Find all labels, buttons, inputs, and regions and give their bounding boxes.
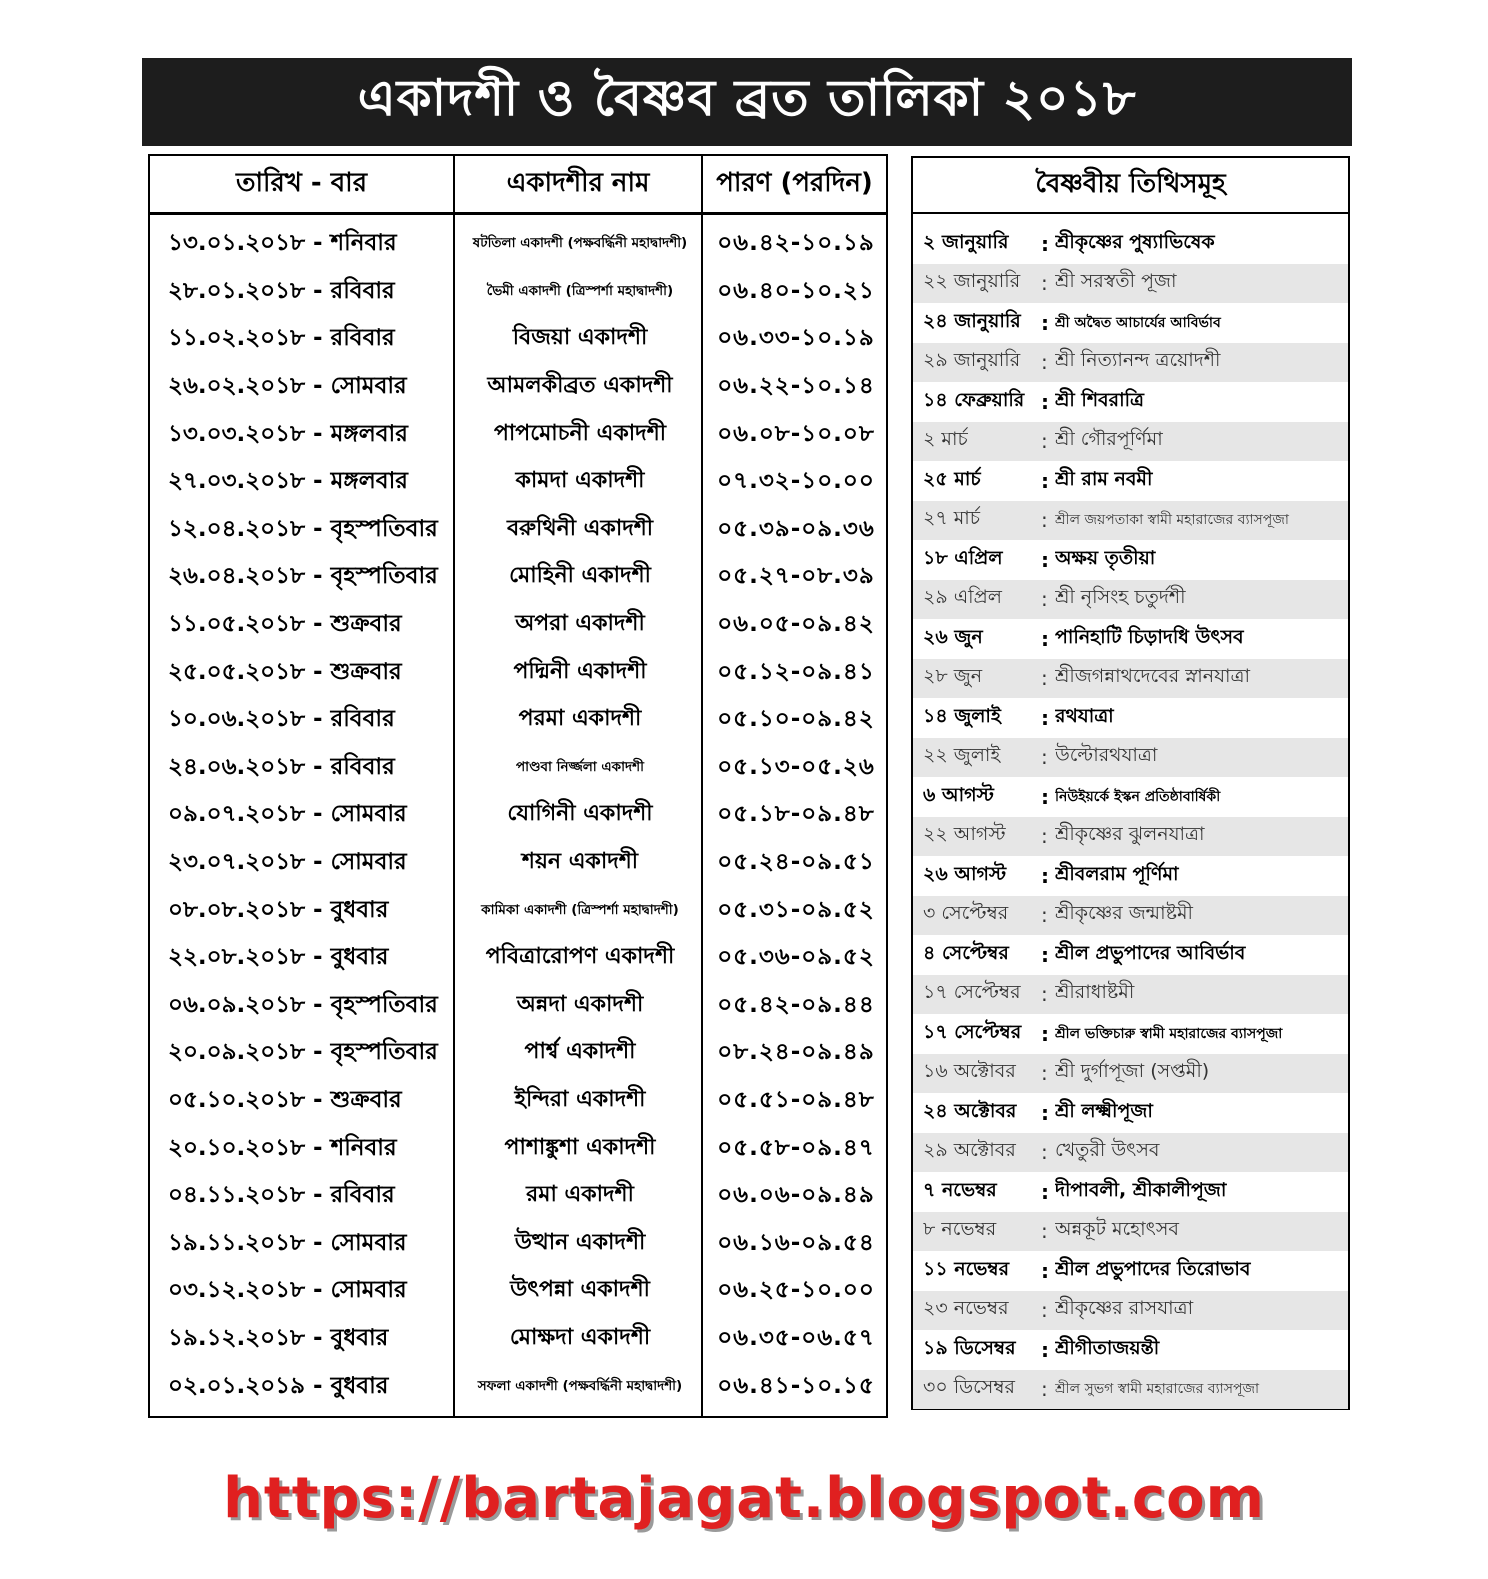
table-row <box>150 839 886 887</box>
ekadashi-date: ০২.০১.২০১৯ - বুধবার <box>168 1372 389 1399</box>
separator: : <box>1041 1219 1048 1244</box>
list-item <box>913 1251 1348 1291</box>
parana-time: ০৫.২৪-০৯.৫১ <box>717 849 875 876</box>
tithi-date: ২৪ অক্টোবর <box>923 1099 1017 1122</box>
ekadashi-date: ১১.০২.২০১৮ - রবিবার <box>168 325 395 352</box>
tithi-event: শ্রীকৃষ্ণের রাসযাত্রা <box>1055 1297 1194 1320</box>
tithi-date: ৩ সেপ্টেম্বর <box>923 902 1009 925</box>
website-url: https://bartajagat.blogspot.com <box>223 1466 1265 1531</box>
parana-time: ০৬.০৫-০৯.৪২ <box>717 611 875 638</box>
table-row <box>150 553 886 601</box>
tithi-event: শ্রীকৃষ্ণের ঝুলনযাত্রা <box>1055 823 1205 846</box>
separator: : <box>1041 587 1048 612</box>
tithi-date: ১৭ সেপ্টেম্বর <box>923 981 1021 1004</box>
ekadashi-name: পদ্মিনী একাদশী <box>513 658 647 684</box>
ekadashi-name: যোগিনী একাদশী <box>507 801 653 827</box>
tithi-date: ২৭ মার্চ <box>923 507 981 530</box>
table-row <box>150 315 886 363</box>
separator: : <box>1041 1140 1048 1165</box>
ekadashi-date: ১২.০৪.২০১৮ - বৃহস্পতিবার <box>168 515 438 542</box>
header-ekadashi-name: একাদশীর নাম <box>506 168 650 198</box>
table-row <box>150 1172 886 1220</box>
ekadashi-name: ভৈমী একাদশী (ত্রিস্পর্শা মহাদ্বাদশী) <box>486 282 674 299</box>
tithi-date: ৬ আগস্ট <box>923 783 994 806</box>
table-row <box>150 648 886 696</box>
tithi-event: উল্টোরথযাত্রা <box>1055 744 1158 767</box>
list-item <box>913 264 1348 304</box>
table-row <box>150 506 886 554</box>
tithi-event: নিউইয়র্কে ইস্কন প্রতিষ্ঠাবার্ষিকী <box>1055 788 1221 805</box>
tithi-event: খেতুরী উৎসব <box>1055 1139 1160 1162</box>
page-title: একাদশী ও বৈষ্ণব ব্রত তালিকা ২০১৮ <box>142 58 1352 146</box>
ekadashi-name: মোক্ষদা একাদশী <box>509 1325 651 1351</box>
ekadashi-name: পাণ্ডবা নির্জ্জলা একাদশী <box>516 758 644 775</box>
separator: : <box>1041 508 1048 533</box>
tithi-event: শ্রীকৃষ্ণের জন্মাষ্টমী <box>1055 902 1193 925</box>
tithi-event: শ্রী নৃসিংহ চতুর্দশী <box>1055 586 1186 609</box>
tithi-date: ২ মার্চ <box>923 428 968 451</box>
header-vaishnava-tithi: বৈষ্ণবীয় তিথিসমূহ <box>913 158 1348 214</box>
list-item <box>913 303 1348 343</box>
tithi-date: ২৬ জুন <box>923 625 983 648</box>
header-divider <box>150 212 886 215</box>
tithi-date: ২ জানুয়ারি <box>923 230 1009 253</box>
tithi-event: শ্রীকৃষ্ণের পুষ্যাভিষেক <box>1055 230 1215 253</box>
list-item <box>913 1014 1348 1054</box>
list-item <box>913 1212 1348 1252</box>
separator: : <box>1041 784 1049 809</box>
list-item <box>913 619 1348 659</box>
separator: : <box>1041 1377 1048 1402</box>
separator: : <box>1041 389 1049 414</box>
table-row <box>150 1124 886 1172</box>
list-item <box>913 461 1348 501</box>
parana-time: ০৫.২৭-০৮.৩৯ <box>717 563 875 590</box>
parana-time: ০৬.৩৫-০৬.৫৭ <box>717 1325 875 1352</box>
ekadashi-name: আমলকীব্রত একাদশী <box>487 373 673 399</box>
separator: : <box>1041 1021 1049 1046</box>
table-row <box>150 268 886 316</box>
ekadashi-date: ০৯.০৭.২০১৮ - সোমবার <box>168 801 407 828</box>
separator: : <box>1041 1179 1049 1204</box>
parana-time: ০৫.১০-০৯.৪২ <box>717 706 875 733</box>
list-item <box>913 343 1348 383</box>
ekadashi-date: ০৫.১০.২০১৮ - শুক্রবার <box>168 1087 402 1114</box>
tithi-date: ১৪ জুলাই <box>923 704 1001 727</box>
tithi-event: শ্রীরাধাষ্টমী <box>1055 981 1135 1004</box>
separator: : <box>1041 626 1049 651</box>
tithi-date: ৩০ ডিসেম্বর <box>923 1376 1015 1399</box>
table-row <box>150 1029 886 1077</box>
separator: : <box>1041 1061 1048 1086</box>
ekadashi-name: সফলা একাদশী (পক্ষবর্দ্ধিনী মহাদ্বাদশী) <box>477 1377 683 1394</box>
tithi-event: শ্রী রাম নবমী <box>1055 467 1153 490</box>
list-item <box>913 1330 1348 1370</box>
tithi-event: শ্রীল জয়পতাকা স্বামী মহারাজের ব্যাসপূজা <box>1055 512 1289 529</box>
parana-time: ০৫.৩৯-০৯.৩৬ <box>717 515 875 542</box>
tithi-date: ২৪ জানুয়ারি <box>923 309 1021 332</box>
separator: : <box>1041 1298 1048 1323</box>
table-row <box>150 220 886 268</box>
tithi-date: ২৯ এপ্রিল <box>923 586 1002 609</box>
separator: : <box>1041 745 1048 770</box>
list-item <box>913 1291 1348 1331</box>
tithi-event: শ্রী লক্ষ্মীপূজা <box>1055 1099 1153 1122</box>
tithi-event: শ্রী নিত্যানন্দ ত্রয়োদশী <box>1055 349 1221 372</box>
ekadashi-table <box>148 154 888 1418</box>
list-item <box>913 935 1348 975</box>
tithi-date: ২৯ অক্টোবর <box>923 1139 1016 1162</box>
tithi-date: ১৯ ডিসেম্বর <box>923 1336 1016 1359</box>
separator: : <box>1041 824 1048 849</box>
separator: : <box>1041 863 1049 888</box>
tithi-date: ৭ নভেম্বর <box>923 1178 997 1201</box>
parana-time: ০৮.২৪-০৯.৪৯ <box>717 1039 875 1066</box>
ekadashi-name: পরমা একাদশী <box>518 706 642 732</box>
separator: : <box>1041 547 1049 572</box>
ekadashi-name: অপরা একাদশী <box>515 611 645 637</box>
list-item <box>913 698 1348 738</box>
separator: : <box>1041 705 1049 730</box>
ekadashi-date: ১১.০৫.২০১৮ - শুক্রবার <box>168 611 402 638</box>
ekadashi-date: ২৮.০১.২০১৮ - রবিবার <box>168 277 395 304</box>
parana-time: ০৬.০৮-১০.০৮ <box>717 420 875 447</box>
ekadashi-date: ২৫.০৫.২০১৮ - শুক্রবার <box>168 658 402 685</box>
tithi-date: ১৭ সেপ্টেম্বর <box>923 1020 1022 1043</box>
ekadashi-date: ১০.০৬.২০১৮ - রবিবার <box>168 706 395 733</box>
tithi-event: শ্রী শিবরাত্রি <box>1055 388 1144 411</box>
separator: : <box>1041 1100 1049 1125</box>
list-item <box>913 1370 1348 1410</box>
tithi-date: ২২ জানুয়ারি <box>923 270 1021 293</box>
table-row <box>150 1362 886 1410</box>
separator: : <box>1041 982 1048 1007</box>
parana-time: ০৬.৩৩-১০.১৯ <box>717 325 875 352</box>
tithi-date: ২২ জুলাই <box>923 744 1001 767</box>
list-item <box>913 1093 1348 1133</box>
separator: : <box>1041 350 1048 375</box>
ekadashi-date: ১৯.১২.২০১৮ - বুধবার <box>168 1325 389 1352</box>
vaishnava-tithi-table <box>911 156 1350 1410</box>
tithi-date: ৪ সেপ্টেম্বর <box>923 941 1009 964</box>
ekadashi-date: ০৪.১১.২০১৮ - রবিবার <box>168 1182 395 1209</box>
parana-time: ০৬.২২-১০.১৪ <box>717 373 875 400</box>
list-item <box>913 896 1348 936</box>
separator: : <box>1041 271 1048 296</box>
table-row <box>150 791 886 839</box>
tithi-date: ২৬ আগস্ট <box>923 862 1007 885</box>
table-row <box>150 1315 886 1363</box>
table-row <box>150 601 886 649</box>
list-item <box>913 1054 1348 1094</box>
parana-time: ০৬.৪১-১০.১৫ <box>717 1372 875 1399</box>
list-item <box>913 1133 1348 1173</box>
parana-time: ০৫.৩১-০৯.৫২ <box>717 896 875 923</box>
separator: : <box>1041 310 1049 335</box>
ekadashi-date: ২২.০৮.২০১৮ - বুধবার <box>168 944 389 971</box>
separator: : <box>1041 666 1048 691</box>
separator: : <box>1041 231 1049 256</box>
ekadashi-date: ১৩.০১.২০১৮ - শনিবার <box>168 230 397 257</box>
header-parana: পারণ (পরদিন) <box>716 168 873 198</box>
list-item <box>913 1172 1348 1212</box>
tithi-event: শ্রীজগন্নাথদেবের স্নানযাত্রা <box>1055 665 1251 688</box>
parana-time: ০৫.৫১-০৯.৪৮ <box>717 1087 875 1114</box>
ekadashi-name: বরুথিনী একাদশী <box>506 515 654 541</box>
tithi-event: শ্রীল প্রভুপাদের আবির্ভাব <box>1055 941 1246 964</box>
parana-time: ০৭.৩২-১০.০০ <box>717 468 875 495</box>
ekadashi-name: বিজয়া একাদশী <box>512 325 648 351</box>
parana-time: ০৫.৪২-০৯.৪৪ <box>717 991 875 1018</box>
table-row <box>150 886 886 934</box>
ekadashi-name: মোহিনী একাদশী <box>509 563 651 589</box>
list-item <box>913 856 1348 896</box>
separator: : <box>1041 942 1049 967</box>
ekadashi-name: ইন্দিরা একাদশী <box>514 1087 646 1113</box>
tithi-event: শ্রী অদ্বৈত আচার্যের আবির্ভাব <box>1055 314 1221 331</box>
ekadashi-name: উৎপন্না একাদশী <box>510 1277 650 1303</box>
ekadashi-name: পবিত্রারোপণ একাদশী <box>485 944 675 970</box>
tithi-event: অক্ষয় তৃতীয়া <box>1055 546 1156 569</box>
separator: : <box>1041 903 1048 928</box>
separator: : <box>1041 468 1049 493</box>
ekadashi-date: ২৩.০৭.২০১৮ - সোমবার <box>168 849 407 876</box>
parana-time: ০৬.৪০-১০.২১ <box>717 277 875 304</box>
ekadashi-date: ২৭.০৩.২০১৮ - মঙ্গলবার <box>168 468 408 495</box>
ekadashi-name: শয়ন একাদশী <box>521 849 639 875</box>
parana-time: ০৫.১৩-০৫.২৬ <box>717 753 875 780</box>
list-item <box>913 975 1348 1015</box>
tithi-date: ১৮ এপ্রিল <box>923 546 1003 569</box>
tithi-date: ২৮ জুন <box>923 665 983 688</box>
table-row <box>150 934 886 982</box>
parana-time: ০৬.২৫-১০.০০ <box>717 1277 875 1304</box>
separator: : <box>1041 1337 1049 1362</box>
ekadashi-date: ০৩.১২.২০১৮ - সোমবার <box>168 1277 407 1304</box>
tithi-date: ১১ নভেম্বর <box>923 1257 1010 1280</box>
list-item <box>913 580 1348 620</box>
table-row <box>150 1077 886 1125</box>
separator: : <box>1041 429 1048 454</box>
tithi-date: ২৯ জানুয়ারি <box>923 349 1021 372</box>
list-item <box>913 540 1348 580</box>
ekadashi-name: রমা একাদশী <box>526 1182 634 1208</box>
tithi-event: শ্রীল সুভগ স্বামী মহারাজের ব্যাসপূজা <box>1055 1381 1260 1398</box>
table-row <box>150 696 886 744</box>
list-item <box>913 382 1348 422</box>
tithi-event: পানিহাটি চিড়াদধি উৎসব <box>1055 625 1244 648</box>
ekadashi-name: পার্শ্ব একাদশী <box>524 1039 636 1065</box>
ekadashi-date: ২৬.০২.২০১৮ - সোমবার <box>168 373 407 400</box>
tithi-event: শ্রী গৌরপূর্ণিমা <box>1055 428 1163 451</box>
tithi-date: ২২ আগস্ট <box>923 823 1006 846</box>
parana-time: ০৫.৩৬-০৯.৫২ <box>717 944 875 971</box>
tithi-event: দীপাবলী, শ্রীকালীপূজা <box>1055 1178 1227 1201</box>
tithi-event: শ্রীল ভক্তিচারু স্বামী মহারাজের ব্যাসপূজা <box>1055 1025 1283 1042</box>
tithi-date: ২৩ নভেম্বর <box>923 1297 1009 1320</box>
tithi-event: শ্রীগীতাজয়ন্তী <box>1055 1336 1160 1359</box>
ekadashi-date: ২০.১০.২০১৮ - শনিবার <box>168 1134 397 1161</box>
ekadashi-name: পাশাঙ্কুশা একাদশী <box>504 1134 656 1160</box>
tithi-date: ২৫ মার্চ <box>923 467 981 490</box>
tithi-date: ১৬ অক্টোবর <box>923 1060 1016 1083</box>
ekadashi-name: ষটতিলা একাদশী (পক্ষবর্দ্ধিনী মহাদ্বাদশী) <box>472 235 688 252</box>
table-row <box>150 458 886 506</box>
table-row <box>150 1220 886 1268</box>
tithi-event: শ্রীবলরাম পূর্ণিমা <box>1055 862 1179 885</box>
list-item <box>913 659 1348 699</box>
table-row <box>150 1267 886 1315</box>
tithi-event: শ্রী দুর্গাপূজা (সপ্তমী) <box>1055 1060 1210 1083</box>
parana-time: ০৬.১৬-০৯.৫৪ <box>717 1229 875 1256</box>
ekadashi-date: ১৩.০৩.২০১৮ - মঙ্গলবার <box>168 420 408 447</box>
list-item <box>913 817 1348 857</box>
ekadashi-date: ২৪.০৬.২০১৮ - রবিবার <box>168 753 395 780</box>
tithi-event: অন্নকূট মহোৎসব <box>1055 1218 1179 1241</box>
list-item <box>913 501 1348 541</box>
list-item <box>913 422 1348 462</box>
list-item <box>913 224 1348 264</box>
tithi-event: শ্রীল প্রভুপাদের তিরোভাব <box>1055 1257 1251 1280</box>
parana-time: ০৬.০৬-০৯.৪৯ <box>717 1182 875 1209</box>
ekadashi-name: কামদা একাদশী <box>515 468 645 494</box>
table-row <box>150 410 886 458</box>
ekadashi-date: ২০.০৯.২০১৮ - বৃহস্পতিবার <box>168 1039 438 1066</box>
ekadashi-date: ০৮.০৮.২০১৮ - বুধবার <box>168 896 389 923</box>
table-row <box>150 982 886 1030</box>
ekadashi-date: ০৬.০৯.২০১৮ - বৃহস্পতিবার <box>168 991 438 1018</box>
tithi-event: রথযাত্রা <box>1055 704 1114 727</box>
ekadashi-name: পাপমোচনী একাদশী <box>493 420 666 446</box>
table-row <box>150 363 886 411</box>
parana-time: ০৫.৫৮-০৯.৪৭ <box>717 1134 875 1161</box>
separator: : <box>1041 1258 1049 1283</box>
list-item <box>913 738 1348 778</box>
ekadashi-date: ১৯.১১.২০১৮ - সোমবার <box>168 1229 407 1256</box>
table-row <box>150 744 886 792</box>
parana-time: ০৫.১২-০৯.৪১ <box>717 658 875 685</box>
tithi-date: ৮ নভেম্বর <box>923 1218 997 1241</box>
tithi-event: শ্রী সরস্বতী পূজা <box>1055 270 1177 293</box>
parana-time: ০৫.১৮-০৯.৪৮ <box>717 801 875 828</box>
parana-time: ০৬.৪২-১০.১৯ <box>717 230 875 257</box>
ekadashi-date: ২৬.০৪.২০১৮ - বৃহস্পতিবার <box>168 563 438 590</box>
ekadashi-name: কামিকা একাদশী (ত্রিস্পর্শা মহাদ্বাদশী) <box>481 901 679 918</box>
tithi-date: ১৪ ফেব্রুয়ারি <box>923 388 1025 411</box>
ekadashi-name: অন্নদা একাদশী <box>516 991 644 1017</box>
list-item <box>913 777 1348 817</box>
ekadashi-name: উত্থান একাদশী <box>514 1229 646 1255</box>
header-date: তারিখ - বার <box>235 168 368 198</box>
